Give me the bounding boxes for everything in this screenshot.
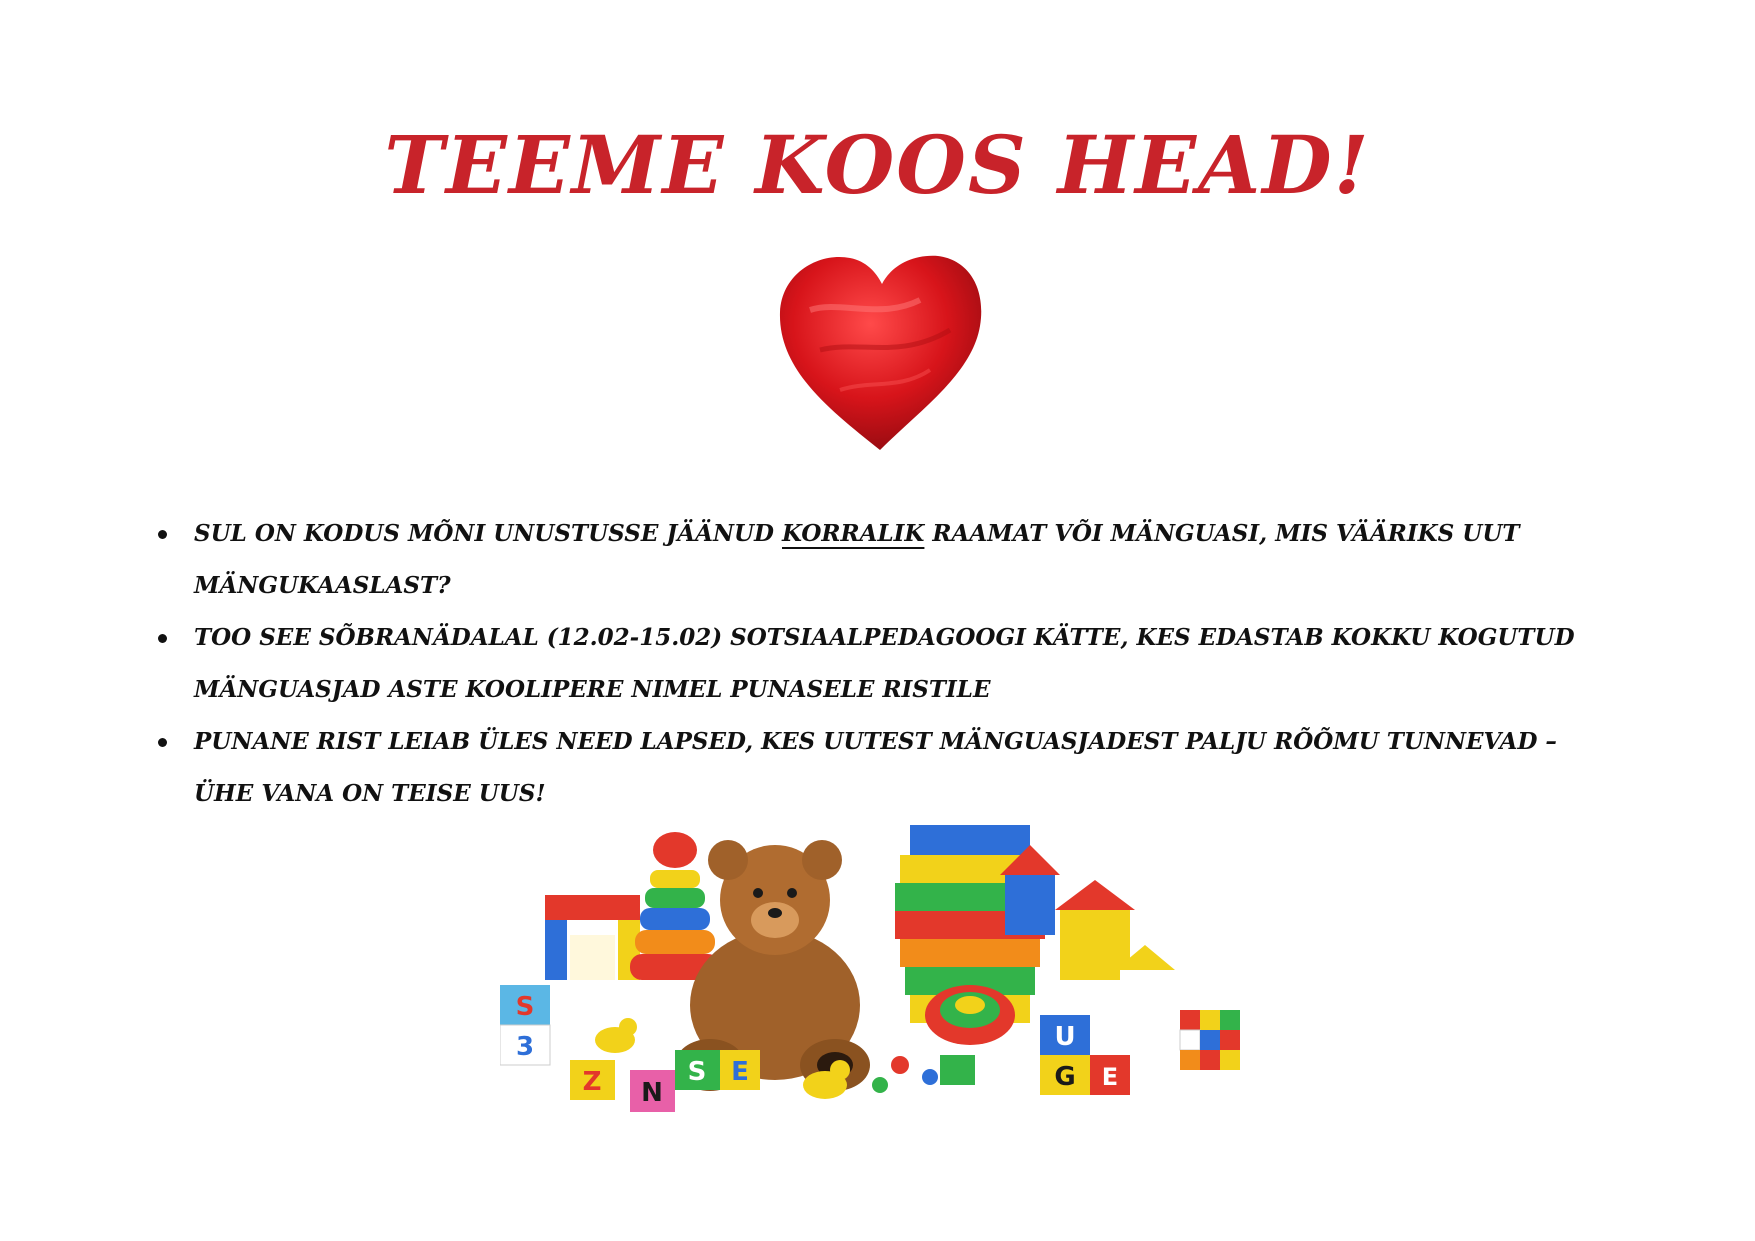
- svg-text:E: E: [1101, 1063, 1119, 1091]
- list-item: PUNANE RIST LEIAB ÜLES NEED LAPSED, KES UUTEST MÄNGUASJADEST PALJU RÕÕMU TUNNEVAD – ÜHE VANA ON TEISE UUS!: [150, 716, 1620, 820]
- list-item: TOO SEE SÕBRANÄDALAL (12.02-15.02) SOTSIAALPEDAGOOGI KÄTTE, KES EDASTAB KOKKU KOGUTUD MÄNGUASJAD ASTE KOOLIPERE NIMEL PUNASELE RISTILE: [150, 612, 1620, 716]
- heart-icon: [770, 250, 990, 460]
- bullet-icon: [158, 738, 167, 747]
- svg-text:E: E: [731, 1057, 749, 1087]
- svg-text:N: N: [641, 1078, 663, 1108]
- svg-text:U: U: [1054, 1022, 1076, 1052]
- svg-text:Z: Z: [582, 1067, 602, 1097]
- underlined-word: KORRALIK: [782, 520, 925, 547]
- svg-text:S: S: [687, 1057, 707, 1087]
- toys-illustration: [500, 815, 1280, 1115]
- svg-text:S: S: [515, 992, 535, 1022]
- bullet-icon: [158, 530, 167, 539]
- svg-text:G: G: [1054, 1062, 1076, 1092]
- bullet-icon: [158, 634, 167, 643]
- list-item: SUL ON KODUS MÕNI UNUSTUSSE JÄÄNUD KORRALIK RAAMAT VÕI MÄNGUASI, MIS VÄÄRIKS UUT MÄNGUKAASLAST?: [150, 508, 1620, 612]
- info-list: [150, 508, 1620, 820]
- svg-text:3: 3: [515, 1032, 535, 1062]
- page-title: TEEME KOOS HEAD!: [384, 118, 1371, 212]
- rubik-cube: [1180, 1010, 1240, 1070]
